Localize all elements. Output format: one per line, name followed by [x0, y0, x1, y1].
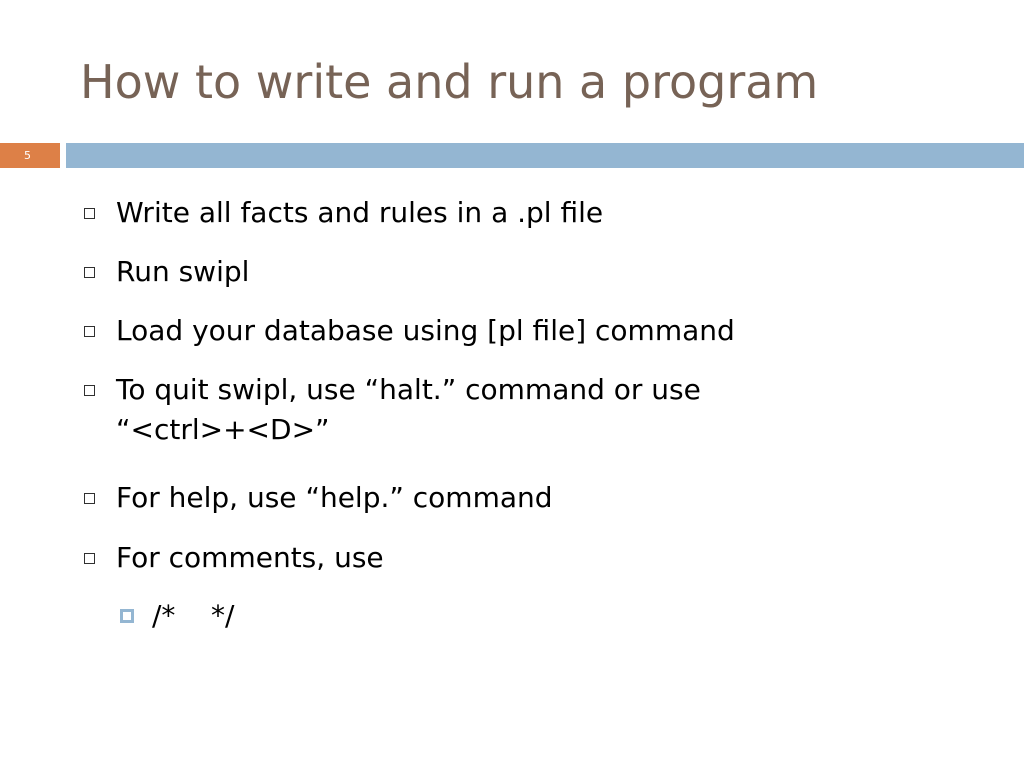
- bullet-text: Run swipl: [116, 255, 250, 288]
- bullet-text: To quit swipl, use “halt.” command or use “<ctrl>+<D>”: [116, 373, 701, 446]
- hollow-square-icon: [84, 208, 95, 219]
- bullet-item: [80, 252, 960, 292]
- hollow-square-icon: [84, 493, 95, 504]
- sub-bullet-item: [118, 596, 958, 636]
- hollow-square-icon: [84, 326, 95, 337]
- sub-bullet-text: /* */: [152, 599, 235, 632]
- bullet-text: For comments, use: [116, 541, 384, 574]
- bullet-text: Write all facts and rules in a .pl file: [116, 196, 604, 229]
- hollow-square-icon: [84, 553, 95, 564]
- hollow-square-icon: [84, 267, 95, 278]
- bullet-text: Load your database using [pl file] command: [116, 314, 735, 347]
- bullet-text: For help, use “help.” command: [116, 481, 553, 514]
- bullet-item: [80, 538, 960, 578]
- hollow-square-icon: [84, 385, 95, 396]
- slide-title: How to write and run a program: [80, 55, 819, 109]
- bullet-item: [80, 193, 960, 233]
- filled-square-icon: [120, 609, 134, 623]
- bullet-item: [80, 311, 960, 351]
- bullet-item: [80, 370, 960, 450]
- slide-number: 5: [0, 143, 60, 168]
- bullet-item: [80, 478, 960, 518]
